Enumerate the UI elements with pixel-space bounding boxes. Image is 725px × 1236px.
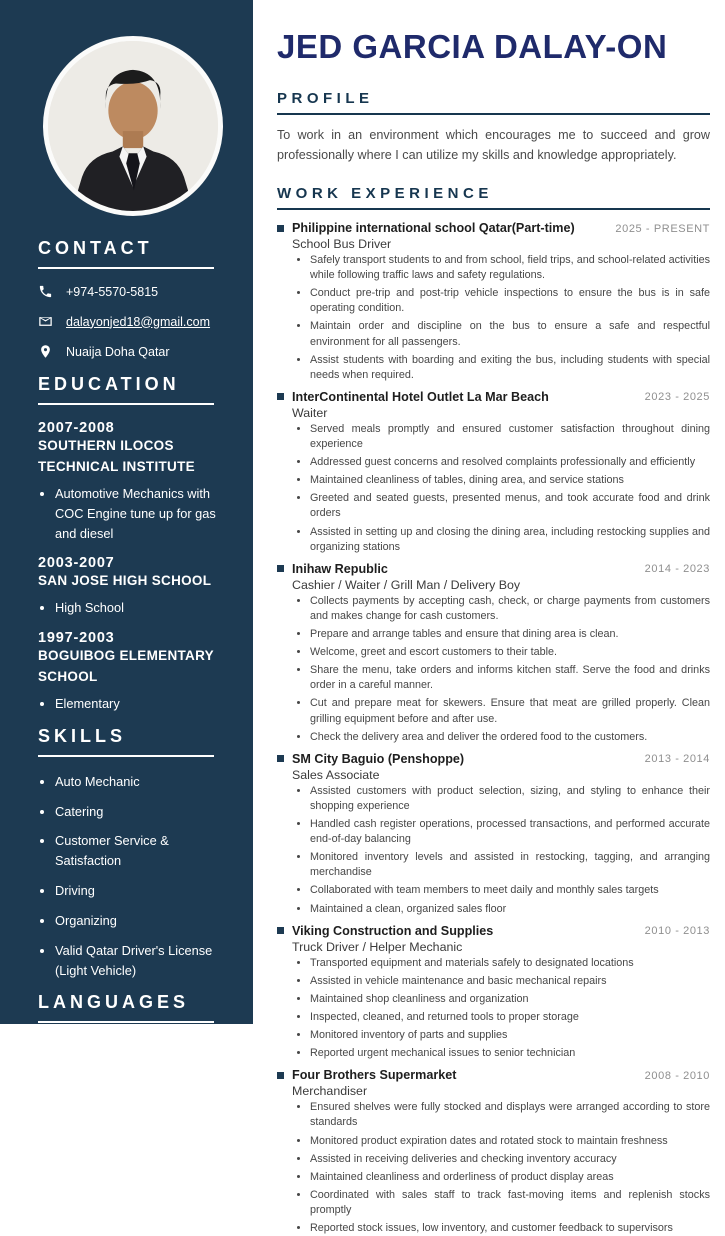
skill-item: • Catering [55,802,227,822]
job-role: Sales Associate [292,767,380,782]
education-school: SAN JOSE HIGH SCHOOL [38,573,212,589]
job-entry [277,390,710,555]
job-company: SM City Baguio (Penshoppe) [292,751,465,766]
job-bullets [277,784,710,917]
job-bullet: • Handled cash register operations, processed transactions, and performed accurate end-of-day balancing [310,817,710,847]
education-years: 2003-2007 [38,555,115,572]
envelope-icon [38,314,53,329]
square-bullet-icon [277,755,284,762]
contact-phone [38,284,227,299]
education-years: 1997-2003 [38,630,115,647]
skill-item: • Valid Qatar Driver's License (Light Vehicle) [55,941,227,981]
job-bullet: • Reported urgent mechanical issues to senior technician [310,1046,710,1061]
job-company: Philippine international school Qatar(Part-time) [292,221,575,236]
job-role: Waiter [292,405,328,420]
education-detail: • Automotive Mechanics with COC Engine tune up for gas and diesel [55,484,227,543]
job-bullet: • Reported stock issues, low inventory, and customer feedback to supervisors [310,1221,710,1236]
job-period: 2008 - 2010 [644,1069,710,1082]
job-bullet: • Collaborated with team members to meet daily and monthly sales targets [310,883,710,898]
language-item: • English [55,1038,227,1058]
contact-rule [38,267,214,269]
contact-location [38,344,227,359]
job-bullet: • Maintained shop cleanliness and organization [310,992,710,1007]
education-school: BOGUIBOG ELEMENTARY SCHOOL [38,648,214,684]
job-entry [277,924,710,1062]
job-bullet: • Maintain order and discipline on the bus to ensure a safe and respectful environment for all passengers. [310,319,710,349]
square-bullet-icon [277,225,284,232]
phone-number: +974-5570-5815 [66,284,159,299]
job-bullet: • Monitored inventory levels and assisted in restocking, tagging, and arranging merchandise [310,850,710,880]
job-period: 2023 - 2025 [644,391,710,404]
page-title: JED GARCIA DALAY-ON [277,28,668,65]
job-bullet: • Transported equipment and materials safely to designated locations [310,956,710,971]
languages-list [38,1038,227,1082]
job-bullet: • Served meals promptly and ensured customer satisfaction throughout dining experience [310,422,710,452]
education-detail: • High School [55,598,227,618]
job-bullet: • Greeted and seated guests, presented menus, and took accurate food and drink orders [310,491,710,521]
job-bullet: • Assisted in setting up and closing the dining area, including restocking supplies and organizing stations [310,525,710,555]
job-bullet: • Inspected, cleaned, and returned tools to proper storage [310,1010,710,1025]
job-period: 2025 - PRESENT [615,222,710,235]
education-rule [38,403,214,405]
job-bullet: • Assisted in vehicle maintenance and basic mechanical repairs [310,974,710,989]
job-role: Merchandiser [292,1084,368,1099]
education-years: 2007-2008 [38,420,115,436]
job-bullet: • Assisted customers with product selection, sizing, and styling to enhance their shopping experience [310,784,710,814]
job-company: Inihaw Republic [292,561,388,576]
job-bullet: • Monitored inventory of parts and supplies [310,1028,710,1043]
job-role: School Bus Driver [292,237,392,252]
phone-icon [38,284,53,299]
profile-photo-illustration [48,41,218,211]
education-detail: • Elementary [55,694,227,714]
job-bullet: • Maintained cleanliness and orderliness of product display areas [310,1170,710,1185]
square-bullet-icon [277,1072,284,1079]
job-entry [277,752,710,917]
job-bullet: • Monitored product expiration dates and rotated stock to maintain freshness [310,1134,710,1149]
job-bullets [277,1100,710,1236]
job-bullets [277,956,710,1062]
job-bullet: • Assist students with boarding and exiting the bus, including students with special needs when required. [310,353,710,383]
job-bullet: • Share the menu, take orders and informs kitchen staff. Serve the food and drinks order in a careful manner. [310,663,710,693]
languages-rule [38,1021,214,1023]
languages-heading: LANGUAGES [38,992,190,1013]
job-bullet: • Welcome, greet and escort customers to their table. [310,645,710,660]
job-bullet: • Assisted in receiving deliveries and checking inventory accuracy [310,1152,710,1167]
skill-item: • Driving [55,881,227,901]
job-bullet: • Ensured shelves were fully stocked and displays were arranged according to store standards [310,1100,710,1130]
skill-item: • Organizing [55,911,227,931]
job-bullet: • Conduct pre-trip and post-trip vehicle inspections to ensure the bus is in safe operating condition. [310,286,710,316]
job-period: 2014 - 2023 [644,563,710,576]
job-bullet: • Maintained cleanliness of tables, dining area, and service stations [310,473,710,488]
job-bullets [277,594,710,745]
work-experience-heading: WORK EXPERIENCE [277,185,493,203]
job-entry [277,221,710,383]
work-experience-rule [277,208,710,210]
job-company: Viking Construction and Supplies [292,923,494,938]
profile-rule [277,113,710,115]
location-text: Nuaija Doha Qatar [66,344,170,359]
email-link[interactable]: dalayonjed18@gmail.com [66,314,211,329]
job-bullet: • Prepare and arrange tables and ensure that dining area is clean. [310,627,710,642]
contact-heading: CONTACT [38,238,153,258]
square-bullet-icon [277,393,284,400]
job-bullet: • Coordinated with sales staff to track fast-moving items and replenish stocks promptly [310,1188,710,1218]
sidebar [0,0,253,1080]
job-period: 2013 - 2014 [644,753,710,766]
job-bullet: • Safely transport students to and from school, field trips, and school-related activities while following traffic laws and safety regulations. [310,253,710,283]
education-school: SOUTHERN ILOCOS TECHNICAL INSTITUTE [38,438,195,474]
job-company: Four Brothers Supermarket [292,1068,457,1083]
job-bullet: • Addressed guest concerns and resolved complaints professionally and efficiently [310,455,710,470]
skills-list [38,772,227,981]
job-bullet: • Check the delivery area and deliver the ordered food to the customers. [310,730,710,745]
job-role: Truck Driver / Helper Mechanic [292,939,463,954]
avatar [43,36,223,216]
job-entry [277,1068,710,1236]
skill-item: • Auto Mechanic [55,772,227,792]
square-bullet-icon [277,927,284,934]
job-period: 2010 - 2013 [644,925,710,938]
education-entry [38,420,227,543]
job-role: Cashier / Waiter / Grill Man / Delivery Boy [292,577,521,592]
education-entry [38,630,227,714]
skills-heading: SKILLS [38,725,127,746]
profile-heading: PROFILE [277,90,374,107]
job-bullets [277,253,710,383]
job-bullets [277,422,710,555]
profile-text: To work in an environment which encourages me to succeed and grow professionally where I can utilize my skills and knowledge appropriately. [277,128,710,162]
map-pin-icon [38,344,53,359]
job-bullet: • Collects payments by accepting cash, check, or charge payments from customers and makes change for cash customers. [310,594,710,624]
education-entry [38,555,227,618]
job-company: InterContinental Hotel Outlet La Mar Beach [292,389,549,404]
main-content [253,0,725,1235]
skills-rule [38,755,214,757]
education-heading: EDUCATION [38,374,180,394]
job-bullet: • Cut and prepare meat for skewers. Ensure that meat are grilled properly. Clean grilling equipment before and after use. [310,696,710,726]
contact-email [38,314,227,329]
skill-item: • Customer Service & Satisfaction [55,831,227,871]
language-item: • Tagalog [55,1062,227,1082]
job-bullet: • Maintained a clean, organized sales floor [310,902,710,917]
job-entry [277,562,710,745]
square-bullet-icon [277,565,284,572]
